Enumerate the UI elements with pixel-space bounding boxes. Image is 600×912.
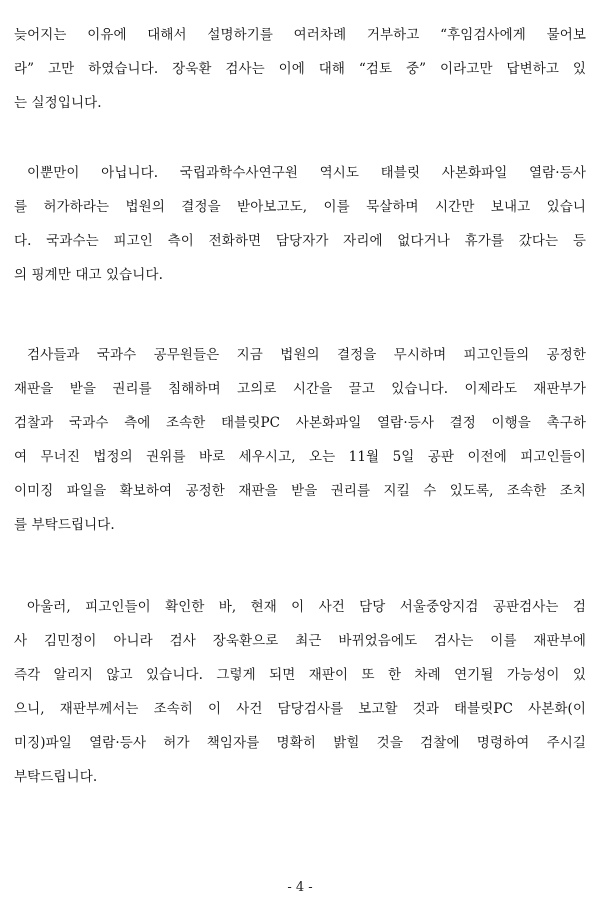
text-line: 아울러, 피고인들이 확인한 바, 현재 이 사건 담당 서울중앙지검 공판검사는 검 [27,599,586,615]
text-line: 으니, 재판부께서는 조속히 이 사건 담당검사를 보고할 것과 태블릿PC 사본화(이 [14,701,586,717]
page-number: - 4 - [287,880,313,895]
text-line: 재판을 받을 권리를 침해하며 고의로 시간을 끌고 있습니다. 이제라도 재판부가 [14,381,586,397]
paragraph-3 [14,338,586,542]
text-line: 이미징 파일을 확보하여 공정한 재판을 받을 권리를 지킬 수 있도록, 조속한 조치 [14,483,586,499]
text-line: 늦어지는 이유에 대해서 설명하기를 여러차례 거부하고 “후임검사에게 물어보 [14,27,586,43]
text-line: 이뿐만이 아닙니다. 국립과학수사연구원 역시도 태블릿 사본화파일 열람·등사 [27,165,586,181]
text-line: 는 실정입니다. [14,95,102,111]
text-line: 미징)파일 열람·등사 허가 책임자를 명확히 밝힐 것을 검찰에 명령하여 주시길 [14,735,586,751]
text-line: 검사들과 국과수 공무원들은 지금 법원의 결정을 무시하며 피고인들의 공정한 [27,347,586,363]
text-line: 를 부탁드립니다. [14,517,115,533]
text-line: 부탁드립니다. [14,769,98,785]
paragraph-2 [14,156,586,292]
text-line: 여 무너진 법정의 권위를 바로 세우시고, 오는 11월 5일 공판 이전에 피고인들이 [14,449,586,465]
text-line: 다. 국과수는 피고인 측이 전화하면 담당자가 자리에 없다거나 휴가를 갔다는 등 [14,233,586,249]
paragraph-1 [14,18,586,120]
text-line: 라” 고만 하였습니다. 장욱환 검사는 이에 대해 “검토 중” 이라고만 답변하고 있 [14,61,586,77]
paragraph-4 [14,590,586,794]
text-line: 를 허가하라는 법원의 결정을 받아보고도, 이를 묵살하며 시간만 보내고 있습니 [14,199,586,215]
text-line: 의 핑계만 대고 있습니다. [14,267,163,283]
text-line: 사 김민정이 아니라 검사 장욱환으로 최근 바뀌었음에도 검사는 이를 재판부에 [14,633,586,649]
text-line: 즉각 알리지 않고 있습니다. 그렇게 되면 재판이 또 한 차례 연기될 가능성이 있 [14,667,586,683]
text-line: 검찰과 국과수 측에 조속한 태블릿PC 사본화파일 열람·등사 결정 이행을 촉구하 [14,415,586,431]
